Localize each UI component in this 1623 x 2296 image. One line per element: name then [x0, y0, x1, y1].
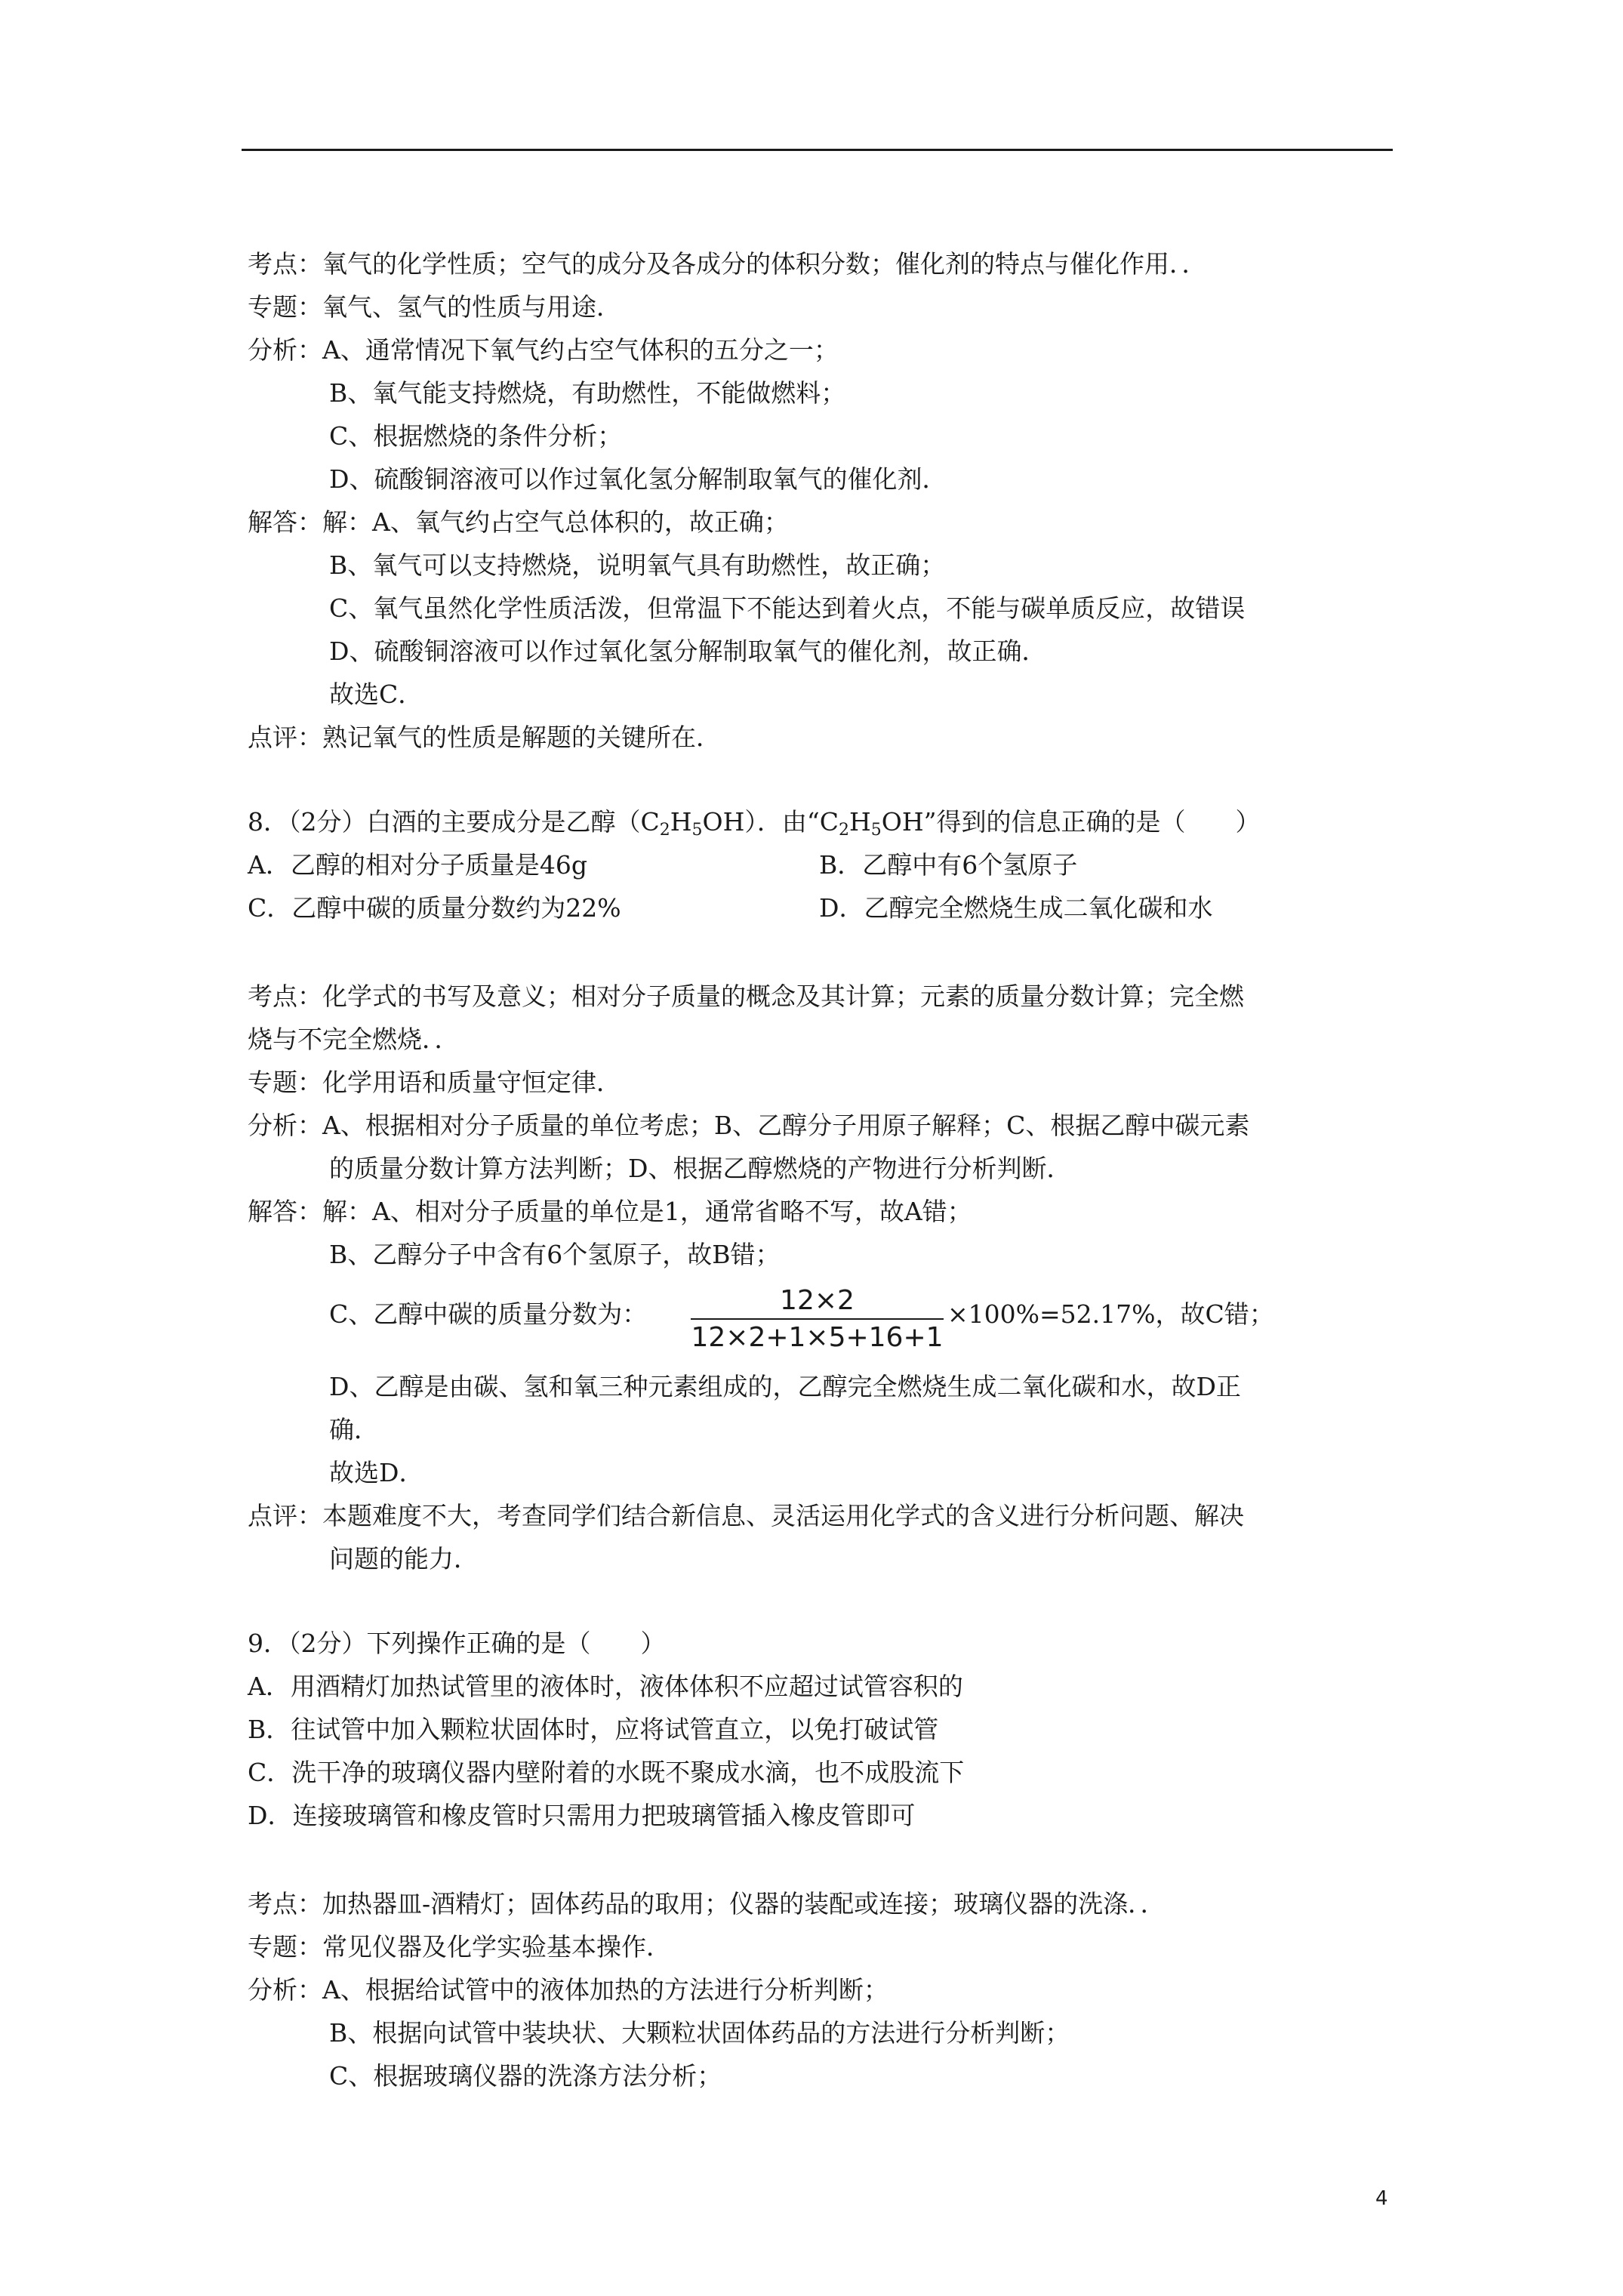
q9-option-b: B．往试管中加入颗粒状固体时，应将试管直立，以免打破试管 [248, 1715, 939, 1744]
q9-option-d: D．连接玻璃管和橡皮管时只需用力把玻璃管插入橡皮管即可 [248, 1801, 916, 1830]
q7-zhuanti: 专题：氧气、氢气的性质与用途． [248, 292, 621, 322]
q8-stem-text: H [670, 807, 692, 837]
q8-stem-text: OH）．由“C [702, 807, 839, 837]
q8-dianping-line: 点评：本题难度不大，考查同学们结合新信息、灵活运用化学式的含义进行分析问题、解决 [248, 1501, 1244, 1530]
q7-fenxi-line: 分析：A、通常情况下氧气约占空气体积的五分之一； [248, 335, 839, 365]
q8-option-b: B．乙醇中有6个氢原子 [819, 850, 1078, 880]
q9-option-c: C．洗干净的玻璃仪器内壁附着的水既不聚成水滴，也不成股流下 [248, 1758, 965, 1787]
q7-fenxi-line: C、根据燃烧的条件分析； [329, 421, 623, 451]
q8-subscript: 5 [691, 821, 703, 840]
q9-fenxi-line: 分析：A、根据给试管中的液体加热的方法进行分析判断； [248, 1975, 888, 2005]
q8-subscript: 5 [870, 821, 882, 840]
q7-fenxi-line: B、氧气能支持燃烧，有助燃性，不能做燃料； [329, 378, 846, 408]
q8-jieda-line: C、乙醇中碳的质量分数为： [329, 1299, 648, 1329]
fraction-numerator: 12×2 [780, 1285, 855, 1316]
q8-zhuanti: 专题：化学用语和质量守恒定律． [248, 1068, 621, 1097]
q9-option-a: A．用酒精灯加热试管里的液体时，液体体积不应超过试管容积的 [248, 1672, 963, 1701]
q8-kaodian-line: 烧与不完全燃烧．． [248, 1025, 460, 1054]
q7-fenxi-line: D、硫酸铜溶液可以作过氧化氢分解制取氧气的催化剂． [329, 464, 947, 494]
q8-option-a: A．乙醇的相对分子质量是46g [248, 850, 587, 880]
q9-kaodian: 考点：加热器皿-酒精灯；固体药品的取用；仪器的装配或连接；玻璃仪器的洗涤．． [248, 1889, 1166, 1918]
q8-subscript: 2 [838, 821, 849, 840]
q8-jieda-line: 解答：解：A、相对分子质量的单位是1，通常省略不写，故A错； [248, 1197, 972, 1226]
q8-option-d: D．乙醇完全燃烧生成二氧化碳和水 [819, 893, 1213, 923]
header-rule [242, 149, 1393, 151]
q7-jieda-line: C、氧气虽然化学性质活泼，但常温下不能达到着火点，不能与碳单质反应，故错误 [329, 593, 1246, 623]
q8-jieda-line: B、乙醇分子中含有6个氢原子，故B错； [329, 1240, 781, 1269]
fraction-denominator: 12×2+1×5+16+1 [691, 1322, 944, 1353]
q7-jieda-line: 解答：解：A、氧气约占空气总体积的，故正确； [248, 507, 789, 537]
q7-kaodian: 考点：氧气的化学性质；空气的成分及各成分的体积分数；催化剂的特点与催化作用．． [248, 249, 1207, 279]
q7-jieda-line: D、硫酸铜溶液可以作过氧化氢分解制取氧气的催化剂，故正确． [329, 636, 1047, 666]
q8-jieda-line: D、乙醇是由碳、氢和氧三种元素组成的，乙醇完全燃烧生成二氧化碳和水，故D正 [329, 1372, 1241, 1401]
q8-stem-text: 8．（2分）白酒的主要成分是乙醇（C [248, 807, 660, 837]
q8-kaodian-line: 考点：化学式的书写及意义；相对分子质量的概念及其计算；元素的质量分数计算；完全燃 [248, 982, 1244, 1011]
mass-fraction-formula [691, 1284, 944, 1356]
q8-fenxi-line: 的质量分数计算方法判断；D、根据乙醇燃烧的产物进行分析判断． [329, 1154, 1072, 1183]
q8-stem-text: OH”得到的信息正确的是（ ） [881, 807, 1261, 837]
q9-fenxi-line: C、根据玻璃仪器的洗涤方法分析； [329, 2061, 722, 2091]
q7-jieda-line: 故选C． [329, 680, 423, 709]
q9-stem: 9．（2分）下列操作正确的是（ ） [248, 1629, 666, 1658]
q8-option-c: C．乙醇中碳的质量分数约为22% [248, 893, 621, 923]
q8-subscript: 2 [659, 821, 670, 840]
page-number: 4 [1375, 2187, 1388, 2210]
q7-dianping: 点评：熟记氧气的性质是解题的关键所在． [248, 723, 721, 752]
q8-jieda-line: 故选D． [329, 1458, 424, 1487]
q9-zhuanti: 专题：常见仪器及化学实验基本操作． [248, 1932, 671, 1962]
q8-stem-text: H [848, 807, 871, 837]
q9-fenxi-line: B、根据向试管中装块状、大颗粒状固体药品的方法进行分析判断； [329, 2018, 1070, 2048]
q8-fenxi-line: 分析：A、根据相对分子质量的单位考虑；B、乙醇分子用原子解释；C、根据乙醇中碳元素 [248, 1111, 1250, 1140]
q8-dianping-line: 问题的能力． [329, 1544, 479, 1573]
q7-jieda-line: B、氧气可以支持燃烧，说明氧气具有助燃性，故正确； [329, 550, 946, 580]
q8-jieda-line: 确． [329, 1415, 379, 1444]
q8-stem [248, 807, 1261, 840]
q8-jieda-line: ×100%=52.17%，故C错； [947, 1299, 1274, 1329]
